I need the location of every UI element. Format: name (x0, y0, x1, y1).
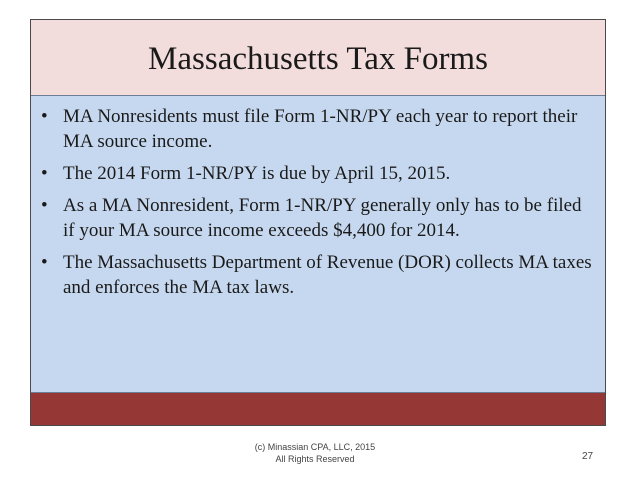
bullet-dot-icon: • (41, 106, 48, 127)
bullet-dot-icon: • (41, 163, 48, 184)
bullet-text: MA Nonresidents must file Form 1-NR/PY each year to report their MA source income. (63, 106, 578, 152)
rights-line: All Rights Reserved (275, 454, 355, 464)
bullet-text: The Massachusetts Department of Revenue (DOR) collects MA taxes and enforces the MA tax laws. (63, 252, 592, 298)
bullet-text: The 2014 Form 1-NR/PY is due by April 15, 2015. (63, 163, 451, 184)
slide-content (31, 96, 605, 393)
bullet-item (39, 104, 595, 154)
bullet-item (39, 193, 595, 243)
slide-title: Massachusetts Tax Forms (148, 41, 488, 77)
copyright-notice (220, 441, 410, 465)
bullet-dot-icon: • (41, 252, 48, 273)
slide (30, 19, 606, 426)
bullet-text: As a MA Nonresident, Form 1-NR/PY generally only has to be filed if your MA source income exceeds $4,400 for 2014. (63, 195, 582, 241)
slide-footer-bar (31, 392, 605, 425)
bullet-dot-icon: • (41, 195, 48, 216)
bullet-item (39, 250, 595, 300)
bullet-item (39, 161, 595, 186)
page-number: 27 (582, 451, 594, 462)
slide-title-bar (31, 20, 605, 96)
copyright-line: (c) Minassian CPA, LLC, 2015 (254, 442, 376, 452)
bullet-list (39, 104, 595, 300)
